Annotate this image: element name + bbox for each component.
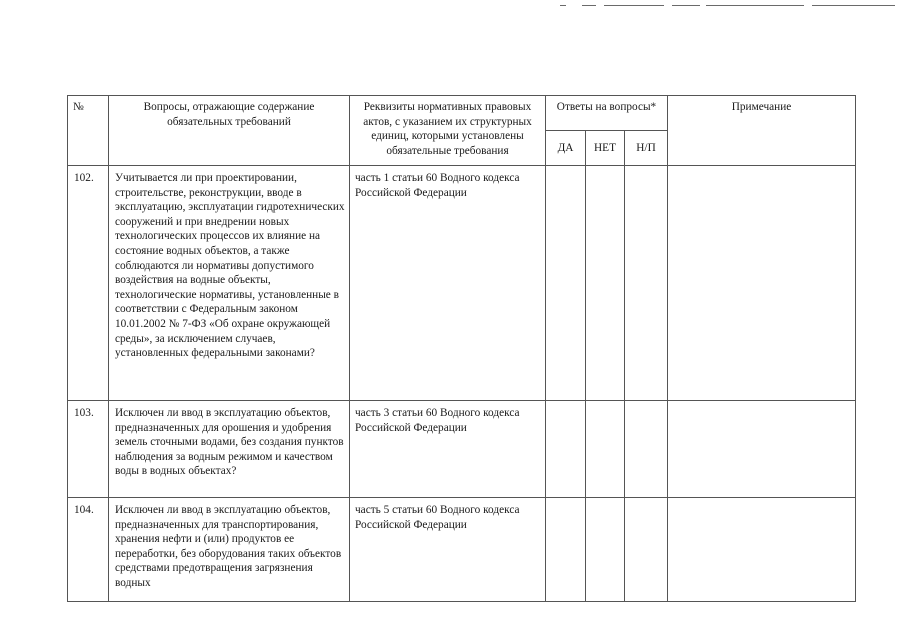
note-cell[interactable]	[668, 166, 856, 401]
row-question: Исключен ли ввод в эксплуатацию объектов, предназначенных для орошения и удобрения земель сточными водами, без создания пунктов наблюдения за водным режимом и качеством воды в водных объектах?	[109, 401, 350, 498]
answer-yes-cell[interactable]	[546, 401, 586, 498]
row-question: Исключен ли ввод в эксплуатацию объектов, предназначенных для транспортирования, хранения нефти и (или) продуктов ее переработки, без оборудования таких объектов средствами предотвращения загрязнения водных	[109, 498, 350, 602]
header-question: Вопросы, отражающие содержание обязательных требований	[109, 96, 350, 166]
scan-artifact-marks	[560, 5, 895, 7]
answer-no-cell[interactable]	[586, 401, 625, 498]
header-note: Примечание	[668, 96, 856, 166]
header-answer-no: НЕТ	[586, 131, 625, 166]
header-answer-na: Н/П	[625, 131, 668, 166]
header-row	[68, 96, 856, 131]
row-num: 103.	[68, 401, 109, 498]
row-num: 104.	[68, 498, 109, 602]
row-requisites: часть 3 статьи 60 Водного кодекса Российской Федерации	[350, 401, 546, 498]
answer-no-cell[interactable]	[586, 166, 625, 401]
header-answer-yes: ДА	[546, 131, 586, 166]
answer-na-cell[interactable]	[625, 498, 668, 602]
row-requisites: часть 5 статьи 60 Водного кодекса Российской Федерации	[350, 498, 546, 602]
header-num: №	[68, 96, 109, 166]
answer-na-cell[interactable]	[625, 401, 668, 498]
note-cell[interactable]	[668, 498, 856, 602]
answer-no-cell[interactable]	[586, 498, 625, 602]
table-row	[68, 166, 856, 401]
table-row	[68, 498, 856, 602]
requirements-checklist-table	[67, 95, 856, 602]
row-num: 102.	[68, 166, 109, 401]
row-requisites: часть 1 статьи 60 Водного кодекса Российской Федерации	[350, 166, 546, 401]
table-row	[68, 401, 856, 498]
header-answers: Ответы на вопросы*	[546, 96, 668, 131]
note-cell[interactable]	[668, 401, 856, 498]
answer-yes-cell[interactable]	[546, 498, 586, 602]
row-question: Учитывается ли при проектировании, строительстве, реконструкции, вводе в эксплуатацию, эксплуатации гидротехнических сооружений и при внедрении новых технологических процессов их влияние на состояние водных объектов, а также соблюдаются ли нормативы допустимого воздействия на водные объекты, технологические нормативы, установленные в соответствии с Федеральным законом 10.01.2002 № 7-ФЗ «Об охране окружающей среды», за исключением случаев, установленных федеральными законами?	[109, 166, 350, 401]
answer-yes-cell[interactable]	[546, 166, 586, 401]
header-requisites: Реквизиты нормативных правовых актов, с указанием их структурных единиц, которыми установлены обязательные требования	[350, 96, 546, 166]
answer-na-cell[interactable]	[625, 166, 668, 401]
